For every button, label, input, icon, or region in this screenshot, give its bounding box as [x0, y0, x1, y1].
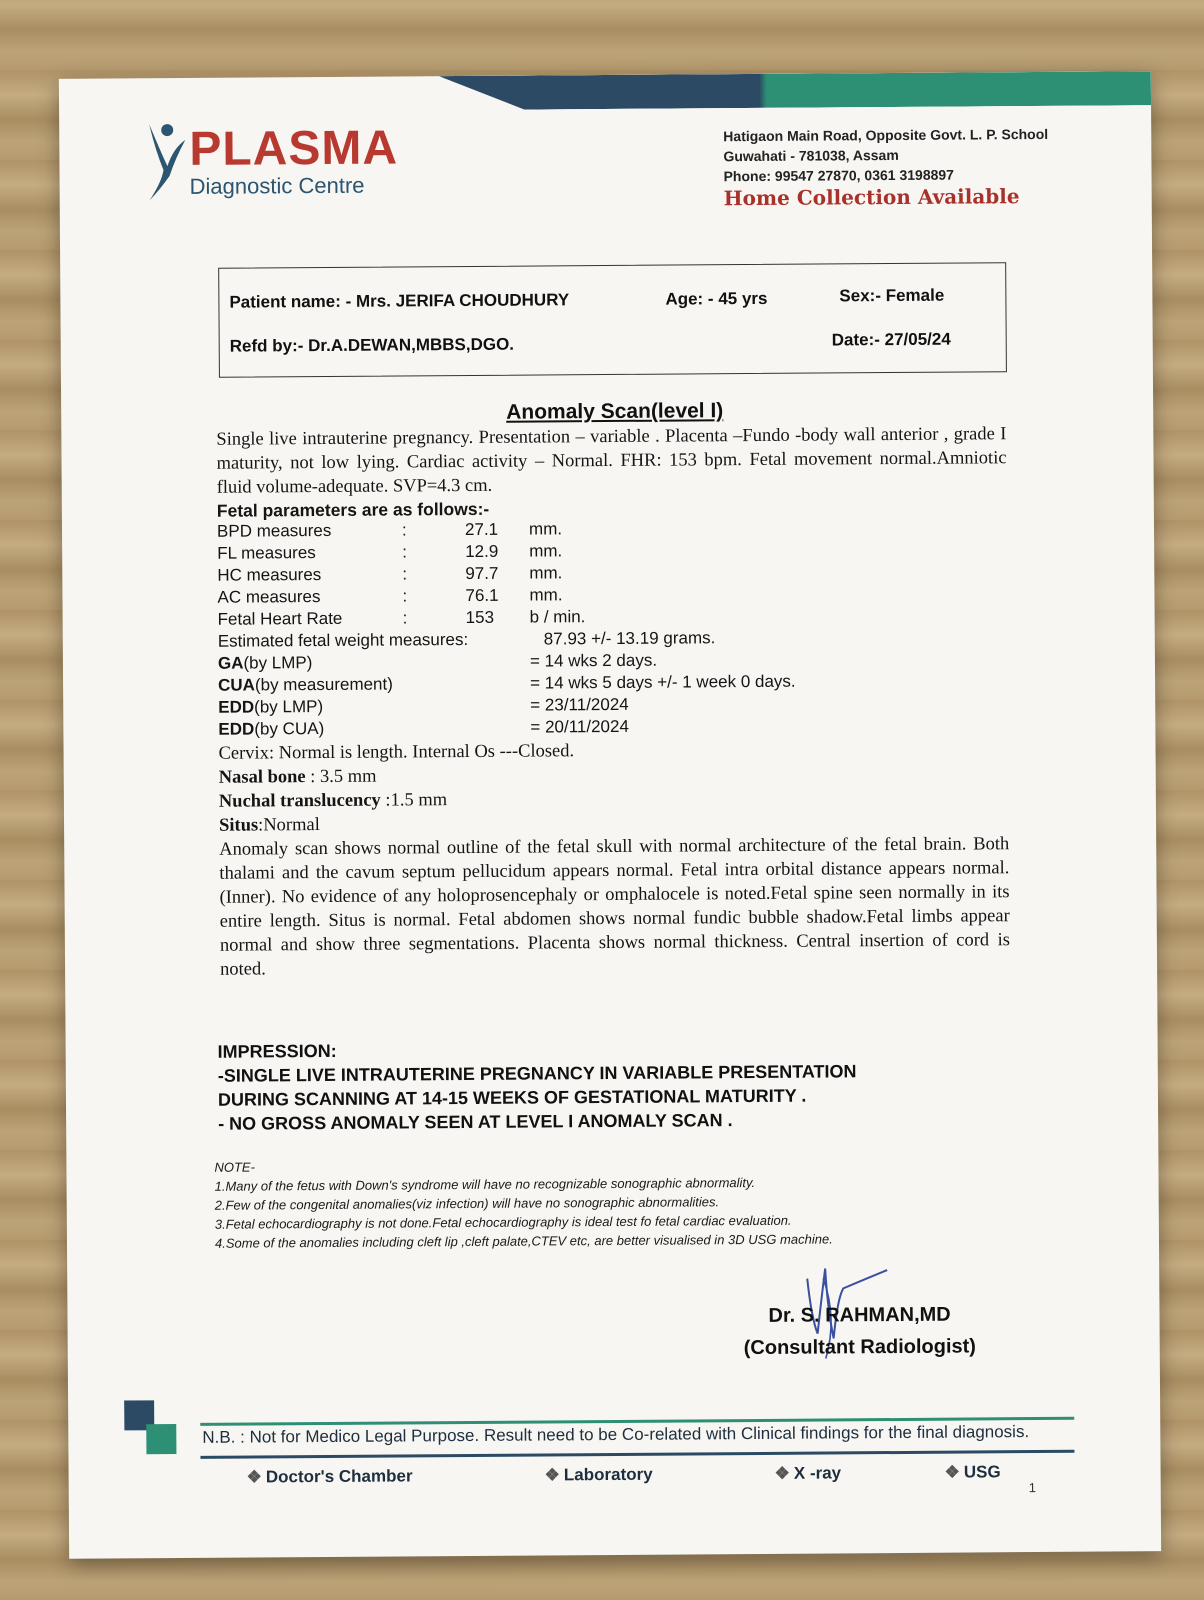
- impression-line-2: DURING SCANNING AT 14-15 WEEKS OF GESTATIONAL MATURITY .: [217, 1085, 807, 1110]
- signatory-block: [743, 1298, 976, 1364]
- situs-label: Situs: [218, 815, 259, 836]
- param-unit: mm.: [529, 541, 563, 561]
- footer-item-label: Laboratory: [563, 1464, 653, 1485]
- param-sep: :: [401, 520, 407, 540]
- ga-label-rest: (by LMP): [254, 697, 324, 717]
- ga-value: = 14 wks 5 days +/- 1 week 0 days.: [530, 671, 796, 693]
- cervix-line: Cervix: Normal is length. Internal Os ---Closed.: [218, 741, 575, 764]
- param-label: HC measures: [217, 565, 322, 585]
- ga-label-bold: EDD: [218, 697, 255, 717]
- param-label: FL measures: [217, 543, 316, 563]
- ga-label-bold: GA: [217, 653, 244, 673]
- patient-sex: Sex:- Female: [839, 285, 945, 306]
- param-label: Fetal Heart Rate: [217, 608, 343, 629]
- footer-item-usg: [945, 1462, 1001, 1482]
- ga-label-bold: CUA: [218, 675, 255, 695]
- intro-paragraph: Single live intrauterine pregnancy. Presentation – variable . Placenta –Fundo -body wall anterior , grade I maturity, not low lying. Cardiac activity – Normal. FHR: 153 bpm. Fetal movement normal.Amniotic fluid volume-adequate. SVP=4.3 cm.: [216, 424, 1007, 498]
- impression-line-3: - NO GROSS ANOMALY SEEN AT LEVEL I ANOMALY SCAN .: [218, 1110, 733, 1134]
- nasal-bone-label: Nasal bone: [218, 767, 306, 788]
- footer-item-laboratory: [545, 1465, 653, 1486]
- param-unit: mm.: [529, 585, 563, 605]
- address-line-2: Guwahati - 781038, Assam: [723, 146, 899, 165]
- note-section: [214, 1153, 832, 1252]
- param-value: 76.1: [465, 585, 499, 606]
- param-value: 97.7: [465, 563, 499, 584]
- nasal-bone-value: : 3.5 mm: [305, 766, 377, 788]
- note-item: 3.Fetal echocardiography is not done.Fetal echocardiography is ideal test fo fetal cardiac evaluation.: [214, 1212, 792, 1232]
- nb-disclaimer: N.B. : Not for Medico Legal Purpose. Result need to be Co-related with Clinical findings for the final diagnosis.: [202, 1422, 1030, 1447]
- report-body: [216, 422, 1010, 982]
- param-sep: :: [402, 608, 408, 628]
- ga-label-rest: (by measurement): [254, 674, 393, 695]
- signatory-name: Dr. S. RAHMAN,MD: [768, 1303, 951, 1327]
- params-heading: Fetal parameters are as follows:-: [216, 498, 490, 521]
- signatory-role: (Consultant Radiologist): [743, 1335, 976, 1360]
- impression-heading: IMPRESSION:: [217, 1040, 337, 1062]
- note-heading: NOTE-: [214, 1159, 255, 1175]
- param-value: 27.1: [464, 519, 499, 540]
- logo-sub-text: Diagnostic Centre: [189, 172, 365, 199]
- param-value: 12.9: [465, 541, 499, 562]
- clinic-address: [723, 124, 1049, 211]
- patient-name: Patient name: - Mrs. JERIFA CHOUDHURY: [229, 290, 570, 312]
- logo-brand-text: PLASMA: [189, 121, 399, 176]
- situs-value: :Normal: [258, 815, 320, 836]
- param-value: 153: [465, 607, 495, 628]
- footer-item-label: Doctor's Chamber: [265, 1466, 413, 1487]
- footer-squares-icon: [124, 1400, 184, 1460]
- address-line-1: Hatigaon Main Road, Opposite Govt. L. P. School: [723, 125, 1049, 145]
- home-collection-text: Home Collection Available: [723, 184, 1020, 211]
- diamond-bullet-icon: ❖: [544, 1465, 560, 1485]
- impression-line-1: -SINGLE LIVE INTRAUTERINE PREGNANCY IN VARIABLE PRESENTATION: [217, 1061, 857, 1086]
- nuchal-label: Nuchal translucency: [218, 790, 381, 812]
- footer-item-doctors-chamber: [247, 1466, 413, 1487]
- report-date: Date:- 27/05/24: [831, 329, 951, 350]
- param-sep: :: [402, 564, 408, 584]
- footer-item-label: USG: [963, 1462, 1001, 1482]
- referred-by: Refd by:- Dr.A.DEWAN,MBBS,DGO.: [229, 334, 515, 356]
- person-logo-icon: [145, 118, 188, 202]
- diamond-bullet-icon: ❖: [246, 1467, 262, 1487]
- param-unit: mm.: [528, 519, 563, 539]
- param-unit: b / min.: [529, 607, 586, 627]
- footer-divider-bottom: [200, 1450, 1074, 1459]
- header-color-band: [439, 71, 1151, 110]
- ga-label-bold: EDD: [218, 719, 255, 739]
- report-title: Anomaly Scan(level I): [506, 399, 724, 424]
- param-label: BPD measures: [216, 520, 332, 541]
- note-item: 2.Few of the congenital anomalies(viz infection) will have no sonographic abnormalities.: [214, 1194, 720, 1213]
- footer-item-label: X -ray: [793, 1463, 842, 1483]
- clinic-logo: [145, 116, 436, 208]
- ga-label-rest: (by CUA): [254, 718, 325, 739]
- fetal-params-list: [217, 516, 1009, 742]
- param-label: AC measures: [217, 587, 321, 607]
- ga-value: = 20/11/2024: [530, 716, 629, 737]
- diamond-bullet-icon: ❖: [774, 1463, 790, 1483]
- note-item: 4.Some of the anomalies including cleft lip ,cleft palate,CTEV etc, are better visualised in 3D USG machine.: [214, 1231, 833, 1251]
- diamond-bullet-icon: ❖: [944, 1462, 960, 1482]
- ga-value: = 23/11/2024: [530, 694, 629, 715]
- report-sheet: [59, 71, 1161, 1559]
- findings-paragraph: Anomaly scan shows normal outline of the fetal skull with normal architecture of the fetal brain. Both thalami and the cavum septum pellucidum appears normal. Fetal intra orbital distance appears normal. (Inner). No evidence of any holoprosencephaly or omphalocele is noted.Fetal spine seen normally in its entire length. Situs is normal. Fetal abdomen shows normal fundic bubble shadow.Fetal limbs appear normal and show three segmentations. Placenta shows normal thickness. Central insertion of cord is noted.: [219, 834, 1010, 980]
- ga-value: = 14 wks 2 days.: [529, 650, 658, 671]
- param-sep: :: [402, 586, 408, 606]
- impression-section: [218, 1035, 857, 1135]
- page-number: 1: [1028, 1480, 1036, 1496]
- param-unit: mm.: [529, 563, 563, 583]
- patient-age: Age: - 45 yrs: [665, 288, 768, 309]
- footer-item-xray: [775, 1463, 842, 1483]
- param-sep: :: [402, 542, 407, 562]
- efw-label: Estimated fetal weight measures:: [217, 629, 469, 651]
- note-item: 1.Many of the fetus with Down's syndrome will have no recognizable sonographic abnormality.: [214, 1174, 756, 1194]
- efw-value: 87.93 +/- 13.19 grams.: [543, 628, 716, 649]
- ga-label-rest: (by LMP): [243, 653, 313, 673]
- patient-info-box: [218, 262, 1007, 377]
- nuchal-value: :1.5 mm: [380, 790, 448, 811]
- phone-line: Phone: 99547 27870, 0361 3198897: [723, 166, 954, 185]
